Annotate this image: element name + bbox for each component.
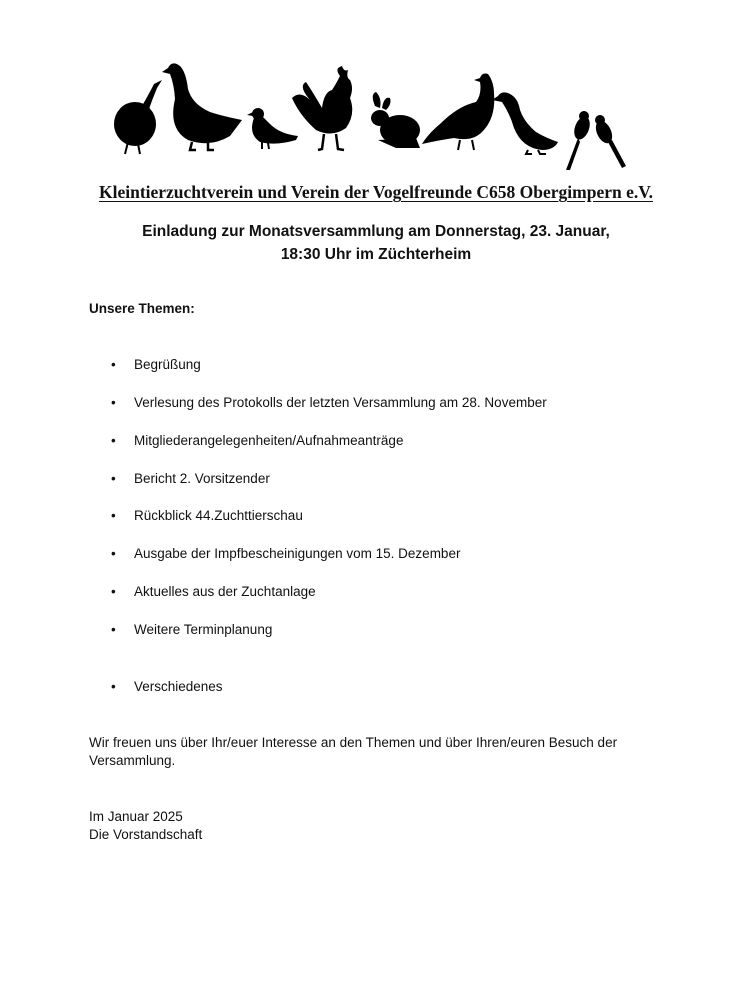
bullet: • bbox=[111, 508, 116, 523]
signature: Die Vorstandschaft bbox=[89, 827, 203, 842]
topic-text: Aktuelles aus der Zuchtanlage bbox=[134, 584, 316, 599]
date-line: Im Januar 2025 bbox=[89, 809, 183, 824]
topic-text: Ausgabe der Impfbescheinigungen vom 15. Dezember bbox=[134, 546, 461, 561]
bullet: • bbox=[111, 679, 116, 694]
animal-silhouettes-banner bbox=[110, 54, 640, 176]
bullet: • bbox=[111, 584, 116, 599]
bullet: • bbox=[111, 546, 116, 561]
topic-text: Bericht 2. Vorsitzender bbox=[134, 471, 270, 486]
club-title: Kleintierzuchtverein und Verein der Vogelfreunde C658 Obergimpern e.V. bbox=[98, 182, 653, 202]
topics-heading: Unsere Themen: bbox=[89, 301, 195, 316]
topic-text: Verlesung des Protokolls der letzten Versammlung am 28. November bbox=[134, 395, 547, 410]
topic-text: Begrüßung bbox=[134, 357, 201, 372]
duck-icon bbox=[492, 92, 558, 154]
bullet: • bbox=[111, 471, 116, 486]
bullet: • bbox=[111, 433, 116, 448]
pigeon-icon bbox=[247, 108, 298, 149]
topic-text: Weitere Terminplanung bbox=[134, 622, 273, 637]
bullet: • bbox=[111, 395, 116, 410]
closing-paragraph: Wir freuen uns über Ihr/euer Interesse an den Themen und über Ihren/euren Besuch der Versammlung. bbox=[89, 735, 618, 768]
pheasant-icon bbox=[422, 74, 494, 151]
budgie-icon bbox=[566, 111, 593, 170]
invitation-heading bbox=[0, 220, 752, 266]
topic-text: Rückblick 44.Zuchttierschau bbox=[134, 508, 303, 523]
invitation-line-2: 18:30 Uhr im Züchterheim bbox=[280, 246, 472, 263]
topic-text: Verschiedenes bbox=[134, 679, 223, 694]
invitation-line-1: Einladung zur Monatsversammlung am Donnerstag, 23. Januar, bbox=[142, 223, 610, 240]
goose-icon bbox=[162, 63, 242, 150]
bullet: • bbox=[111, 357, 116, 372]
bullet: • bbox=[111, 622, 116, 637]
rooster-icon bbox=[292, 66, 352, 150]
signature-block bbox=[89, 808, 202, 844]
budgie-icon bbox=[593, 115, 626, 168]
guinea-fowl-icon bbox=[114, 80, 162, 154]
topic-text: Mitgliederangelegenheiten/Aufnahmeanträge bbox=[134, 433, 404, 448]
rabbit-icon bbox=[371, 92, 420, 148]
